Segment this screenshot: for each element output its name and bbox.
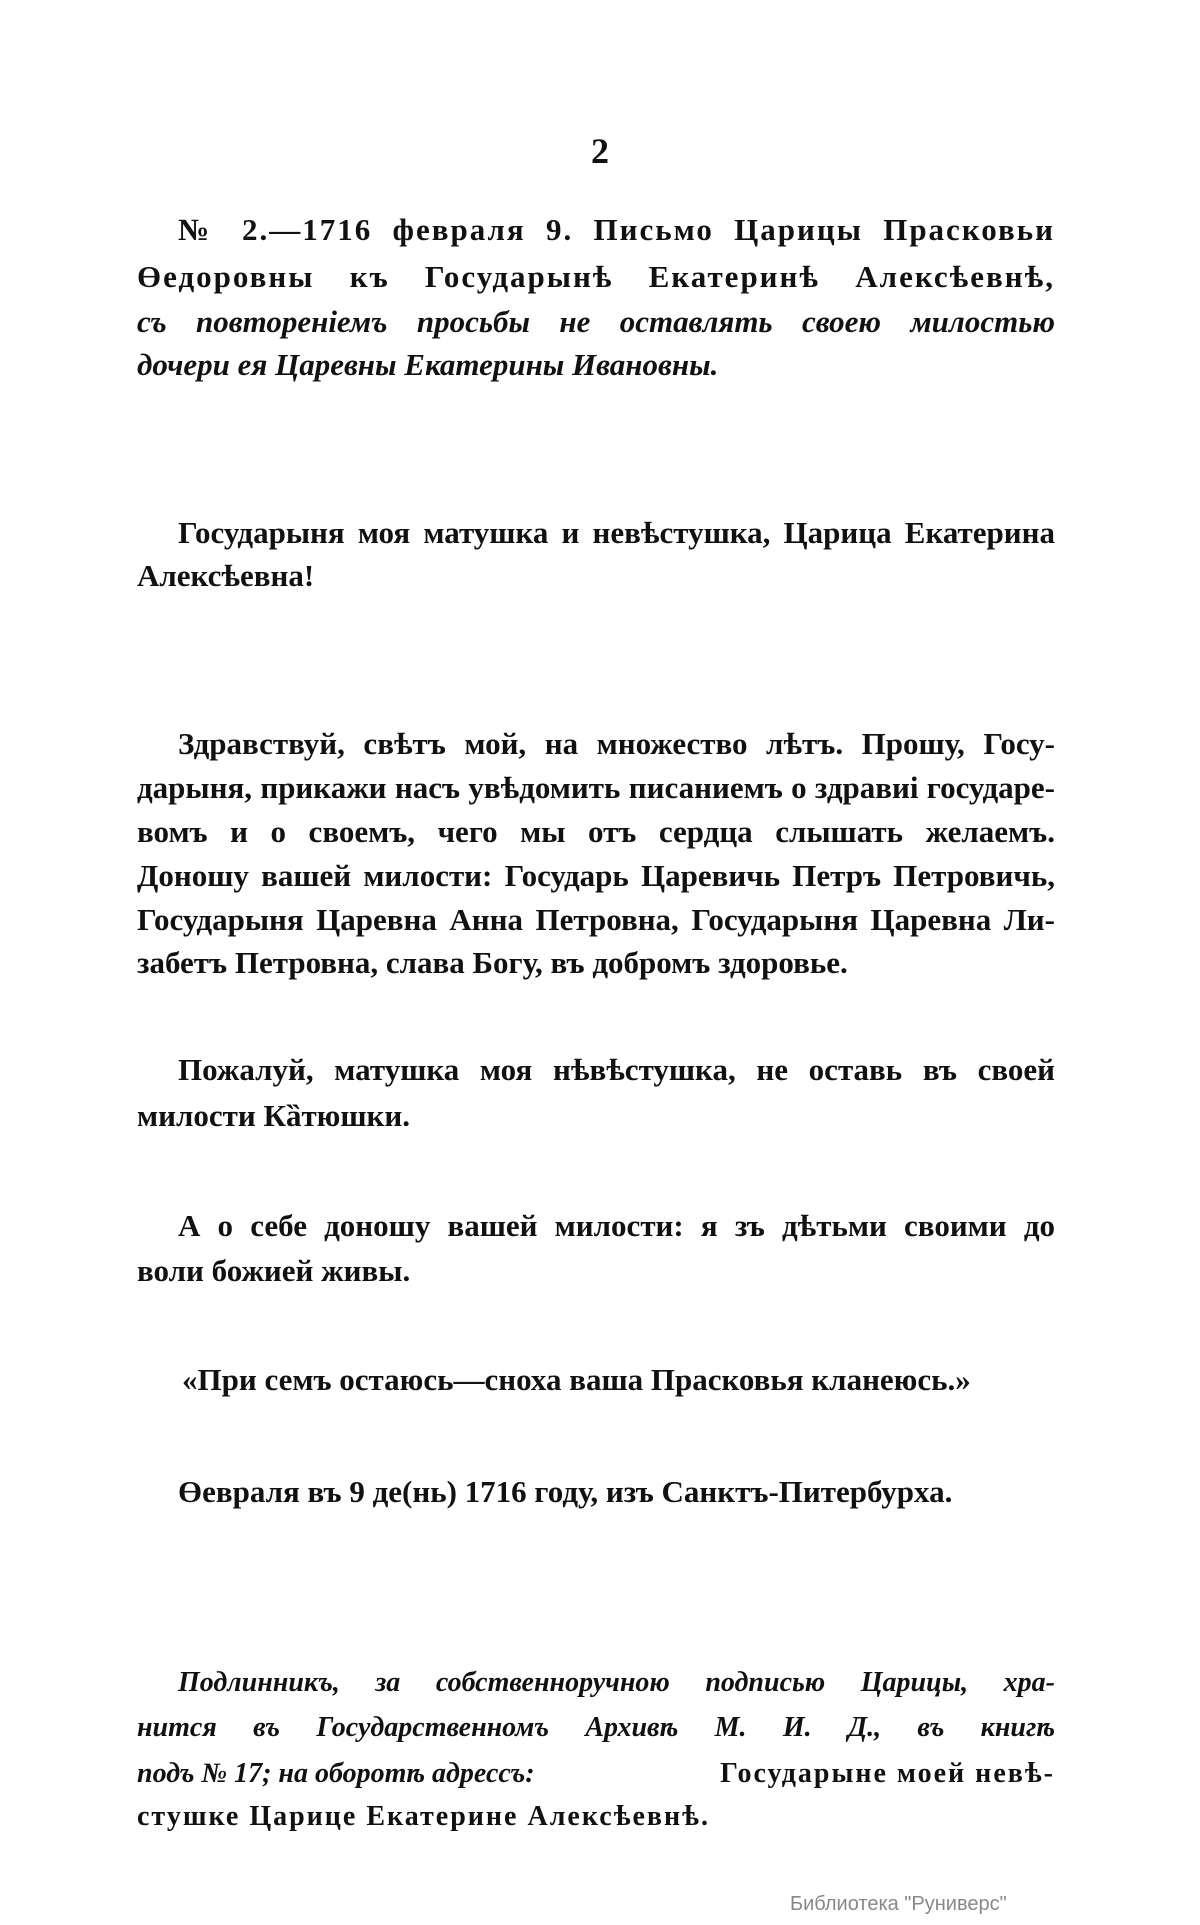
text-line: милости Кȁтюшки. (137, 1098, 411, 1133)
text-line: А о себе доношу вашей милости: я зъ дѣтьми своими до (178, 1208, 1055, 1243)
text-line: воли божией живы. (137, 1253, 411, 1288)
date-line: Өевраля въ 9 де(нь) 1716 году, изъ Санктъ-Питербурха. (178, 1474, 953, 1509)
library-watermark: Библиотека "Руниверс" (790, 1893, 1007, 1915)
text-line: Алексѣевна! (137, 558, 315, 593)
footnote-line: стушке Царице Екатерине Алексѣевнѣ. (137, 1801, 710, 1832)
closing-line: «При семъ остаюсь—сноха ваша Прасковья кланеюсь.» (182, 1362, 971, 1397)
footnote-italic-part: подъ № 17; на оборотѣ адрессъ: (137, 1758, 535, 1789)
footnote-address: Государыне моей невѣ- (720, 1758, 1055, 1789)
heading-line: Өедоровны къ Государынѣ Екатеринѣ Алексѣевнѣ, (137, 259, 1055, 294)
footnote-line (137, 1752, 1055, 1796)
text-line: Государыня Царевна Анна Петровна, Государыня Царевна Ли- (137, 902, 1055, 937)
footnote-line: Подлинникъ, за собственноручною подписью Царицы, хра- (178, 1667, 1055, 1698)
heading-line: № 2.—1716 февраля 9. Письмо Царицы Прасковьи (178, 212, 1055, 247)
heading-line: съ повтореніемъ просьбы не оставлять своею милостью (137, 304, 1055, 339)
text-line: дарыня, прикажи насъ увѣдомить писаниемъ о здравиі государе- (137, 770, 1055, 805)
heading-line: дочери ея Царевны Екатерины Ивановны. (137, 347, 719, 382)
text-line: вомъ и о своемъ, чего мы отъ сердца слышать желаемъ. (137, 814, 1055, 849)
text-line: Доношу вашей милости: Государь Царевичь Петръ Петровичь, (137, 858, 1055, 893)
text-line: забетъ Петровна, слава Богу, въ добромъ здоровье. (137, 945, 848, 980)
footnote-line: нится въ Государственномъ Архивѣ М. И. Д., въ книгѣ (137, 1712, 1055, 1743)
text-line: Здравствуй, свѣтъ мой, на множество лѣтъ. Прошу, Госу- (178, 726, 1055, 761)
text-line: Пожалуй, матушка моя нѣвѣстушка, не оставь въ своей (178, 1052, 1055, 1087)
text-line: Государыня моя матушка и невѣстушка, Царица Екатерина (178, 515, 1055, 550)
page-number: 2 (591, 131, 609, 171)
